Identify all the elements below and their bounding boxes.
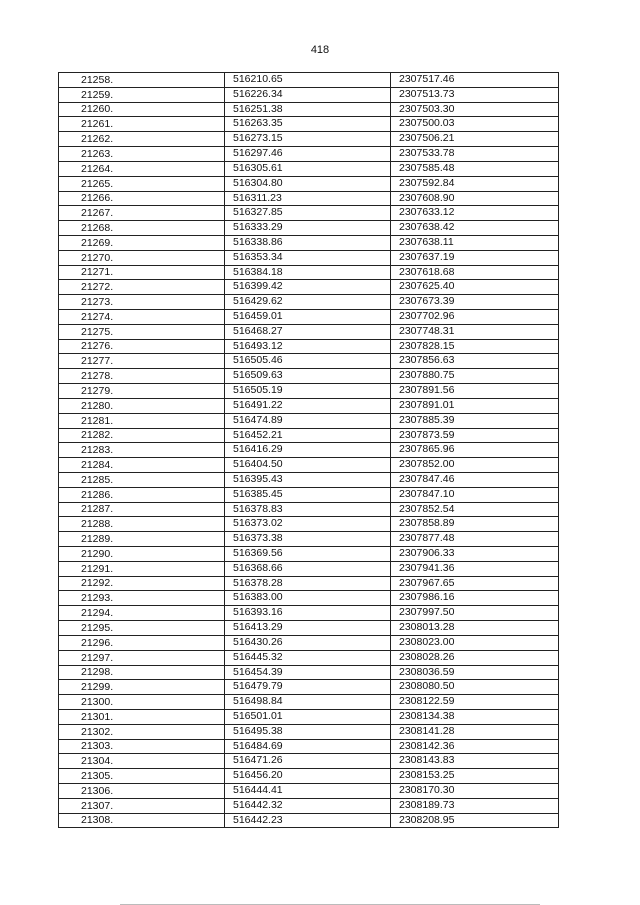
easting-cell: 516479.79	[225, 680, 391, 695]
easting-cell: 516273.15	[225, 132, 391, 147]
northing-cell: 2308122.59	[391, 695, 559, 710]
point-number-cell: 21300.	[59, 695, 225, 710]
northing-cell: 2307638.11	[391, 235, 559, 250]
northing-cell: 2307517.46	[391, 73, 559, 88]
northing-cell: 2308208.95	[391, 813, 559, 828]
point-number-cell: 21262.	[59, 132, 225, 147]
northing-cell: 2307592.84	[391, 176, 559, 191]
easting-cell: 516495.38	[225, 724, 391, 739]
easting-cell: 516305.61	[225, 161, 391, 176]
table-row	[59, 798, 559, 813]
easting-cell: 516383.00	[225, 591, 391, 606]
northing-cell: 2308028.26	[391, 650, 559, 665]
northing-cell: 2308142.36	[391, 739, 559, 754]
point-number-cell: 21268.	[59, 221, 225, 236]
easting-cell: 516378.28	[225, 576, 391, 591]
northing-cell: 2307533.78	[391, 147, 559, 162]
easting-cell: 516429.62	[225, 295, 391, 310]
northing-cell: 2308189.73	[391, 798, 559, 813]
table-row	[59, 295, 559, 310]
northing-cell: 2307873.59	[391, 428, 559, 443]
point-number-cell: 21298.	[59, 665, 225, 680]
table-row	[59, 561, 559, 576]
northing-cell: 2307885.39	[391, 413, 559, 428]
table-row	[59, 250, 559, 265]
point-number-cell: 21287.	[59, 502, 225, 517]
point-number-cell: 21294.	[59, 606, 225, 621]
table-row	[59, 324, 559, 339]
northing-cell: 2307503.30	[391, 102, 559, 117]
coordinates-table-body	[59, 73, 559, 828]
table-row	[59, 724, 559, 739]
table-row	[59, 606, 559, 621]
northing-cell: 2308143.83	[391, 754, 559, 769]
table-row	[59, 502, 559, 517]
point-number-cell: 21299.	[59, 680, 225, 695]
point-number-cell: 21290.	[59, 547, 225, 562]
point-number-cell: 21306.	[59, 784, 225, 799]
point-number-cell: 21289.	[59, 532, 225, 547]
northing-cell: 2307673.39	[391, 295, 559, 310]
table-row	[59, 117, 559, 132]
northing-cell: 2308023.00	[391, 635, 559, 650]
point-number-cell: 21272.	[59, 280, 225, 295]
northing-cell: 2308080.50	[391, 680, 559, 695]
point-number-cell: 21277.	[59, 354, 225, 369]
easting-cell: 516384.18	[225, 265, 391, 280]
easting-cell: 516385.45	[225, 487, 391, 502]
easting-cell: 516509.63	[225, 369, 391, 384]
table-row	[59, 161, 559, 176]
northing-cell: 2307852.54	[391, 502, 559, 517]
point-number-cell: 21274.	[59, 310, 225, 325]
point-number-cell: 21260.	[59, 102, 225, 117]
point-number-cell: 21308.	[59, 813, 225, 828]
easting-cell: 516378.83	[225, 502, 391, 517]
northing-cell: 2307585.48	[391, 161, 559, 176]
point-number-cell: 21284.	[59, 458, 225, 473]
easting-cell: 516368.66	[225, 561, 391, 576]
point-number-cell: 21304.	[59, 754, 225, 769]
table-row	[59, 680, 559, 695]
northing-cell: 2307828.15	[391, 339, 559, 354]
easting-cell: 516251.38	[225, 102, 391, 117]
easting-cell: 516493.12	[225, 339, 391, 354]
point-number-cell: 21269.	[59, 235, 225, 250]
easting-cell: 516501.01	[225, 709, 391, 724]
northing-cell: 2307702.96	[391, 310, 559, 325]
table-row	[59, 784, 559, 799]
point-number-cell: 21281.	[59, 413, 225, 428]
point-number-cell: 21292.	[59, 576, 225, 591]
table-row	[59, 369, 559, 384]
table-row	[59, 235, 559, 250]
northing-cell: 2307748.31	[391, 324, 559, 339]
northing-cell: 2307500.03	[391, 117, 559, 132]
point-number-cell: 21296.	[59, 635, 225, 650]
easting-cell: 516297.46	[225, 147, 391, 162]
table-row	[59, 206, 559, 221]
northing-cell: 2307637.19	[391, 250, 559, 265]
northing-cell: 2308013.28	[391, 621, 559, 636]
table-row	[59, 769, 559, 784]
point-number-cell: 21286.	[59, 487, 225, 502]
easting-cell: 516459.01	[225, 310, 391, 325]
easting-cell: 516491.22	[225, 398, 391, 413]
easting-cell: 516404.50	[225, 458, 391, 473]
point-number-cell: 21258.	[59, 73, 225, 88]
point-number-cell: 21302.	[59, 724, 225, 739]
northing-cell: 2307852.00	[391, 458, 559, 473]
point-number-cell: 21307.	[59, 798, 225, 813]
table-row	[59, 73, 559, 88]
point-number-cell: 21288.	[59, 517, 225, 532]
easting-cell: 516505.19	[225, 384, 391, 399]
coordinates-table	[58, 72, 559, 828]
easting-cell: 516430.26	[225, 635, 391, 650]
table-row	[59, 665, 559, 680]
easting-cell: 516452.21	[225, 428, 391, 443]
table-row	[59, 339, 559, 354]
point-number-cell: 21301.	[59, 709, 225, 724]
table-row	[59, 191, 559, 206]
table-row	[59, 487, 559, 502]
northing-cell: 2307891.01	[391, 398, 559, 413]
table-row	[59, 813, 559, 828]
northing-cell: 2308170.30	[391, 784, 559, 799]
easting-cell: 516471.26	[225, 754, 391, 769]
table-row	[59, 413, 559, 428]
table-row	[59, 132, 559, 147]
easting-cell: 516444.41	[225, 784, 391, 799]
point-number-cell: 21259.	[59, 87, 225, 102]
easting-cell: 516393.16	[225, 606, 391, 621]
table-row	[59, 147, 559, 162]
table-row	[59, 739, 559, 754]
easting-cell: 516442.32	[225, 798, 391, 813]
table-row	[59, 650, 559, 665]
table-row	[59, 517, 559, 532]
northing-cell: 2308153.25	[391, 769, 559, 784]
easting-cell: 516311.23	[225, 191, 391, 206]
easting-cell: 516353.34	[225, 250, 391, 265]
table-row	[59, 87, 559, 102]
easting-cell: 516445.32	[225, 650, 391, 665]
point-number-cell: 21295.	[59, 621, 225, 636]
table-row	[59, 709, 559, 724]
table-row	[59, 428, 559, 443]
table-row	[59, 310, 559, 325]
northing-cell: 2308134.38	[391, 709, 559, 724]
easting-cell: 516456.20	[225, 769, 391, 784]
point-number-cell: 21271.	[59, 265, 225, 280]
easting-cell: 516468.27	[225, 324, 391, 339]
easting-cell: 516373.38	[225, 532, 391, 547]
point-number-cell: 21261.	[59, 117, 225, 132]
point-number-cell: 21279.	[59, 384, 225, 399]
northing-cell: 2307506.21	[391, 132, 559, 147]
table-row	[59, 754, 559, 769]
northing-cell: 2308036.59	[391, 665, 559, 680]
northing-cell: 2308141.28	[391, 724, 559, 739]
coordinates-table-container	[58, 72, 558, 828]
table-row	[59, 265, 559, 280]
easting-cell: 516454.39	[225, 665, 391, 680]
easting-cell: 516413.29	[225, 621, 391, 636]
easting-cell: 516416.29	[225, 443, 391, 458]
table-row	[59, 221, 559, 236]
northing-cell: 2307633.12	[391, 206, 559, 221]
table-row	[59, 635, 559, 650]
page-number: 418	[310, 44, 330, 56]
northing-cell: 2307625.40	[391, 280, 559, 295]
point-number-cell: 21291.	[59, 561, 225, 576]
easting-cell: 516498.84	[225, 695, 391, 710]
easting-cell: 516369.56	[225, 547, 391, 562]
point-number-cell: 21285.	[59, 472, 225, 487]
table-row	[59, 384, 559, 399]
table-row	[59, 472, 559, 487]
northing-cell: 2307847.46	[391, 472, 559, 487]
northing-cell: 2307891.56	[391, 384, 559, 399]
northing-cell: 2307877.48	[391, 532, 559, 547]
easting-cell: 516484.69	[225, 739, 391, 754]
northing-cell: 2307880.75	[391, 369, 559, 384]
table-row	[59, 176, 559, 191]
table-row	[59, 547, 559, 562]
easting-cell: 516210.65	[225, 73, 391, 88]
point-number-cell: 21263.	[59, 147, 225, 162]
easting-cell: 516263.35	[225, 117, 391, 132]
easting-cell: 516333.29	[225, 221, 391, 236]
northing-cell: 2307618.68	[391, 265, 559, 280]
table-row	[59, 443, 559, 458]
table-row	[59, 621, 559, 636]
easting-cell: 516395.43	[225, 472, 391, 487]
northing-cell: 2307513.73	[391, 87, 559, 102]
point-number-cell: 21303.	[59, 739, 225, 754]
table-row	[59, 591, 559, 606]
point-number-cell: 21278.	[59, 369, 225, 384]
point-number-cell: 21276.	[59, 339, 225, 354]
northing-cell: 2307608.90	[391, 191, 559, 206]
easting-cell: 516474.89	[225, 413, 391, 428]
point-number-cell: 21282.	[59, 428, 225, 443]
northing-cell: 2307847.10	[391, 487, 559, 502]
point-number-cell: 21264.	[59, 161, 225, 176]
northing-cell: 2307865.96	[391, 443, 559, 458]
northing-cell: 2307997.50	[391, 606, 559, 621]
point-number-cell: 21283.	[59, 443, 225, 458]
easting-cell: 516304.80	[225, 176, 391, 191]
easting-cell: 516327.85	[225, 206, 391, 221]
easting-cell: 516399.42	[225, 280, 391, 295]
table-row	[59, 102, 559, 117]
point-number-cell: 21266.	[59, 191, 225, 206]
northing-cell: 2307856.63	[391, 354, 559, 369]
point-number-cell: 21297.	[59, 650, 225, 665]
point-number-cell: 21270.	[59, 250, 225, 265]
table-row	[59, 576, 559, 591]
northing-cell: 2307967.65	[391, 576, 559, 591]
easting-cell: 516505.46	[225, 354, 391, 369]
point-number-cell: 21265.	[59, 176, 225, 191]
point-number-cell: 21305.	[59, 769, 225, 784]
point-number-cell: 21275.	[59, 324, 225, 339]
table-row	[59, 532, 559, 547]
point-number-cell: 21273.	[59, 295, 225, 310]
table-row	[59, 398, 559, 413]
northing-cell: 2307986.16	[391, 591, 559, 606]
point-number-cell: 21280.	[59, 398, 225, 413]
northing-cell: 2307858.89	[391, 517, 559, 532]
easting-cell: 516373.02	[225, 517, 391, 532]
northing-cell: 2307941.36	[391, 561, 559, 576]
northing-cell: 2307638.42	[391, 221, 559, 236]
table-row	[59, 280, 559, 295]
easting-cell: 516442.23	[225, 813, 391, 828]
table-row	[59, 695, 559, 710]
easting-cell: 516226.34	[225, 87, 391, 102]
table-row	[59, 458, 559, 473]
point-number-cell: 21267.	[59, 206, 225, 221]
easting-cell: 516338.86	[225, 235, 391, 250]
point-number-cell: 21293.	[59, 591, 225, 606]
northing-cell: 2307906.33	[391, 547, 559, 562]
table-row	[59, 354, 559, 369]
